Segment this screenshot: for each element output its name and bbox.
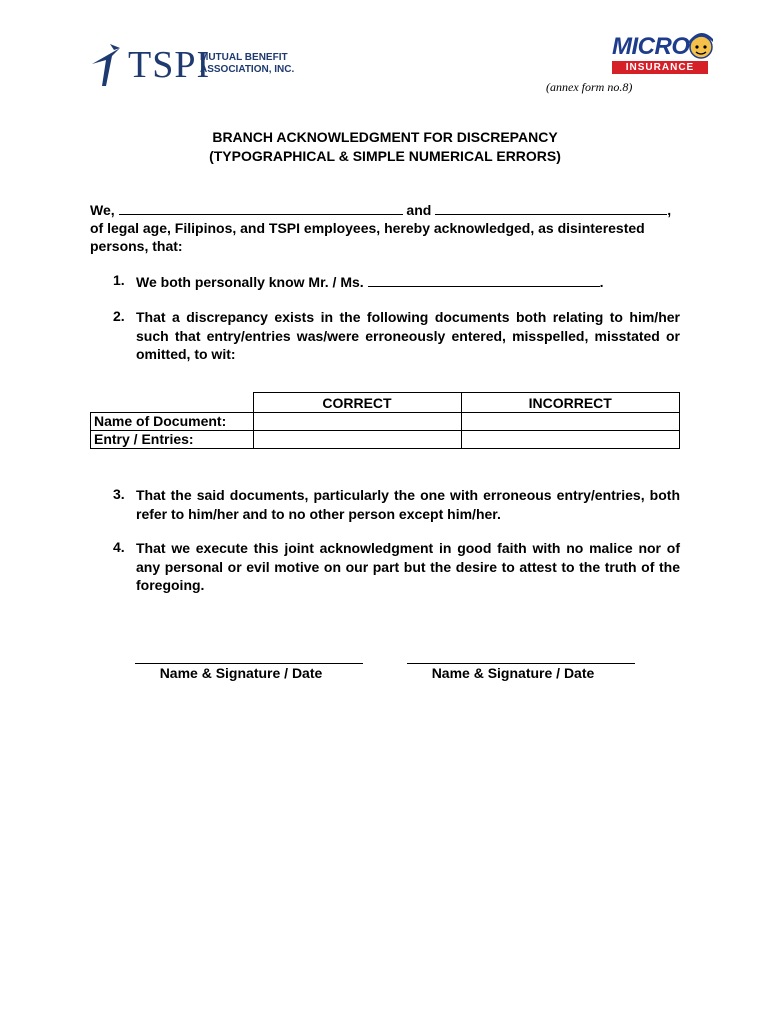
tspi-bird-icon [90,42,124,88]
document-title: BRANCH ACKNOWLEDGMENT FOR DISCREPANCY [212,129,558,145]
intro-line-3: persons, that: [90,238,183,254]
mascot-face-icon [686,30,716,60]
item-1-number: 1. [113,272,125,288]
header-incorrect: INCORRECT [461,393,680,413]
item-3-number: 3. [113,486,125,502]
item-3-text: That the said documents, particularly the one with erroneous entry/entries, both refer to him/her and to no other person except him/her. [136,487,680,522]
item-2-number: 2. [113,308,125,324]
row-label-entries: Entry / Entries: [91,431,254,449]
item-4-text: That we execute this joint acknowledgment in good faith with no malice nor of any personal or evil motive on our part but the desire to attest to the truth of the foregoing. [136,540,680,593]
cell-entries-correct[interactable] [253,431,461,449]
table-corner-cell [91,393,254,413]
micro-insurance-logo [612,30,717,80]
intro-line-2: of legal age, Filipinos, and TSPI employees, hereby acknowledged, as disinterested [90,220,645,236]
name-blank-2[interactable] [435,200,667,215]
annex-label: (annex form no.8) [546,80,633,94]
person-name-blank[interactable] [368,272,600,287]
cell-document-incorrect[interactable] [461,413,680,431]
header-correct: CORRECT [253,393,461,413]
signature-label-right: Name & Signature / Date [431,665,595,681]
micro-wordmark: MICRO [612,33,690,60]
document-subtitle: (TYPOGRAPHICAL & SIMPLE NUMERICAL ERRORS) [209,148,561,164]
tspi-wordmark: TSPI [128,44,211,86]
cell-entries-incorrect[interactable] [461,431,680,449]
row-label-document: Name of Document: [91,413,254,431]
tspi-subtitle: MUTUAL BENEFIT ASSOCIATION, INC. [200,52,295,75]
intro-line-1: We, and , [90,202,672,218]
signature-label-left: Name & Signature / Date [159,665,323,681]
item-1: We both personally know Mr. / Ms. . [136,274,604,290]
tspi-logo [90,40,305,92]
item-4-number: 4. [113,539,125,555]
name-blank-1[interactable] [119,200,403,215]
item-2-text: That a discrepancy exists in the following documents both relating to him/her such that entry/entries was/were erroneously entered, misspelled, misstated or omitted, to wit: [136,309,680,362]
insurance-banner: INSURANCE [612,61,708,74]
cell-document-correct[interactable] [253,413,461,431]
discrepancy-table [90,392,680,449]
